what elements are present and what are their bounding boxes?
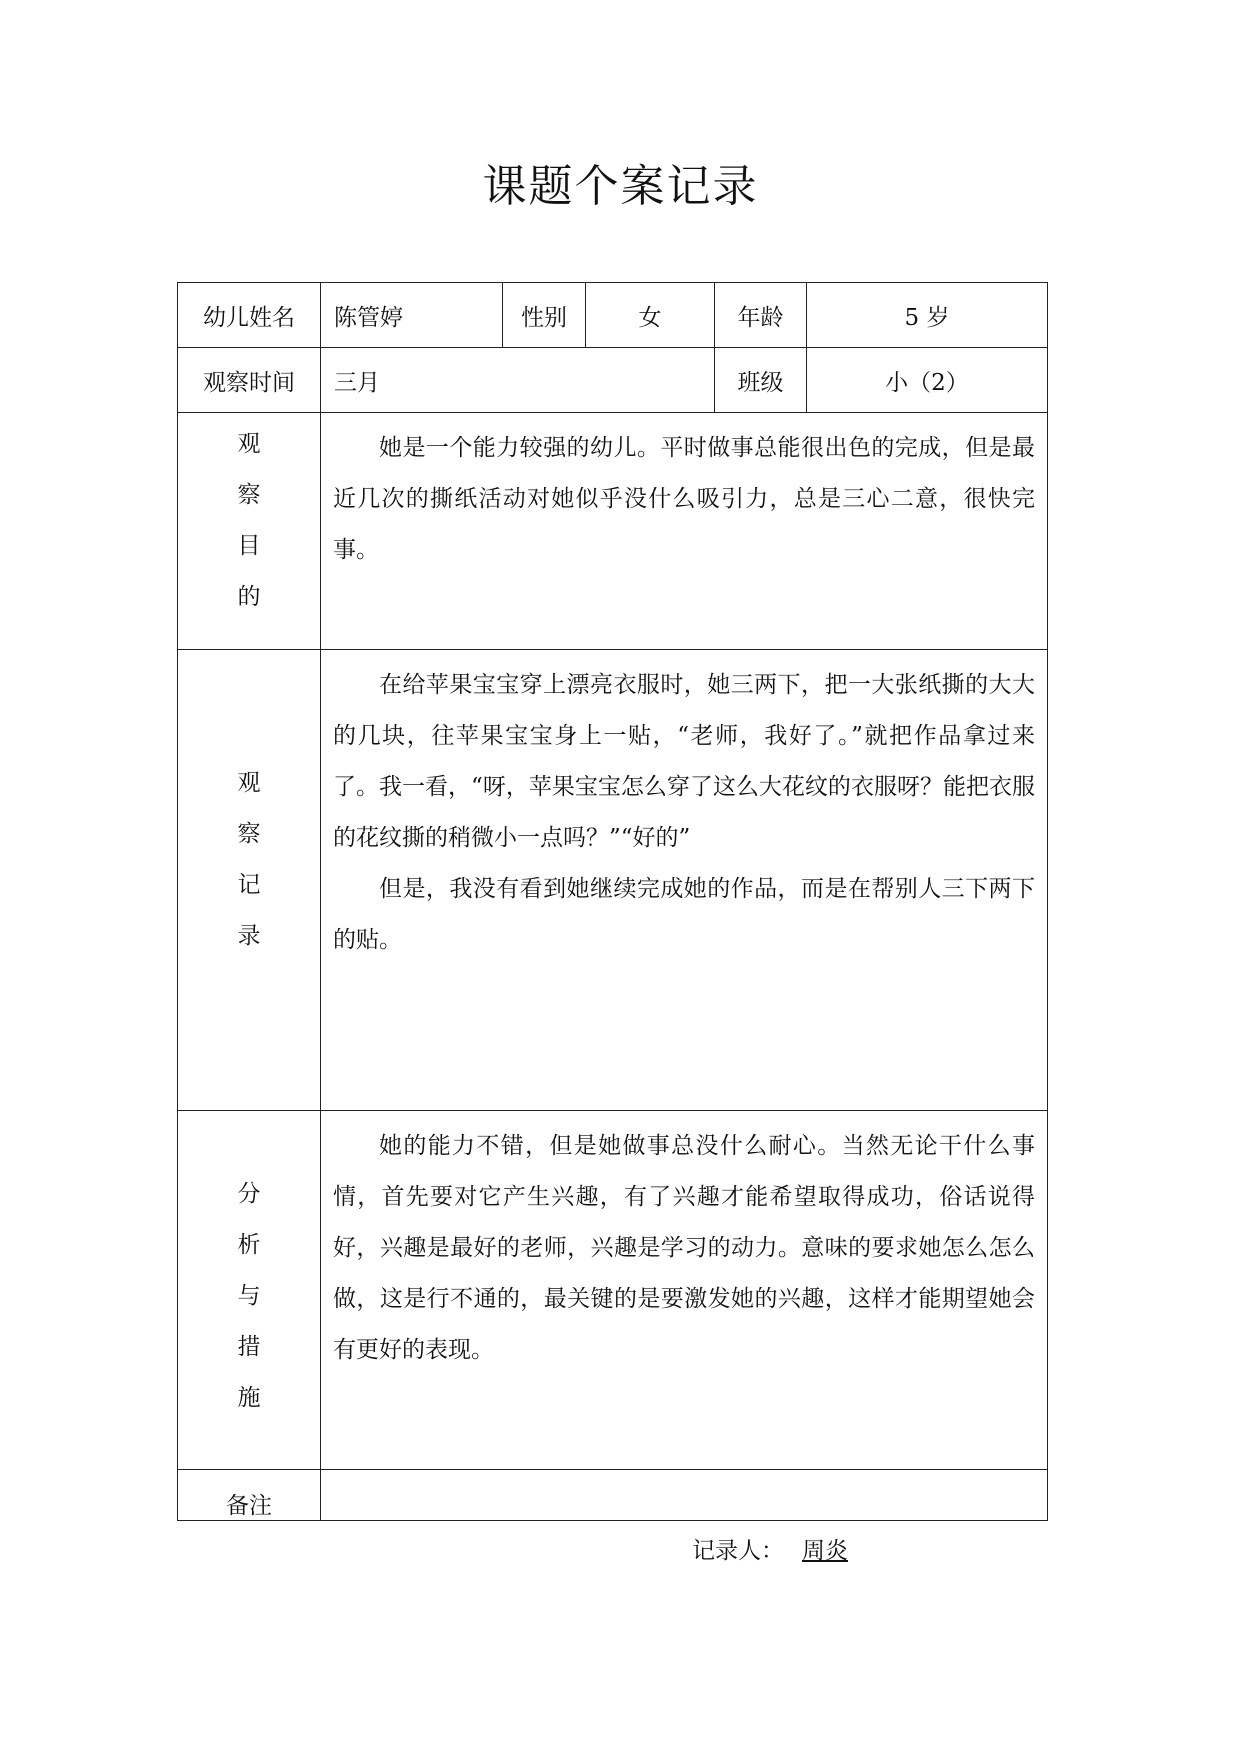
remarks-row [178, 1470, 1048, 1521]
analysis-label-char: 施 [237, 1385, 261, 1411]
time-label: 观察时间 [178, 348, 321, 413]
recorder-label: 记录人： [692, 1538, 784, 1564]
analysis-label-char: 与 [237, 1283, 261, 1309]
record-paragraph: 但是，我没有看到她继续完成她的作品，而是在帮别人三下两下的贴。 [333, 876, 1035, 953]
analysis-paragraph: 她的能力不错，但是她做事总没什么耐心。当然无论干什么事情，首先要对它产生兴趣，有了兴趣才能希望取得成功，俗话说得好，兴趣是最好的老师，兴趣是学习的动力。意味的要求她怎么怎么做，这是行不通的，最关键的是要激发她的兴趣，这样才能期望她会有更好的表现。 [333, 1133, 1035, 1363]
name-value: 陈管婷 [321, 283, 503, 348]
analysis-label-char: 分 [237, 1181, 261, 1207]
time-value: 三月 [321, 348, 715, 413]
age-label: 年龄 [715, 283, 807, 348]
info-row-1 [178, 283, 1048, 348]
analysis-label-char: 析 [237, 1232, 261, 1258]
analysis-label [178, 1111, 321, 1470]
class-value: 小（2） [807, 348, 1048, 413]
purpose-label [178, 413, 321, 650]
case-record-table [177, 282, 1048, 1521]
analysis-content [321, 1111, 1048, 1470]
recorder-line [692, 1532, 848, 1565]
info-row-2 [178, 348, 1048, 413]
purpose-paragraph: 她是一个能力较强的幼儿。平时做事总能很出色的完成，但是最近几次的撕纸活动对她似乎没什么吸引力，总是三心二意，很快完事。 [333, 435, 1035, 563]
analysis-row [178, 1111, 1048, 1470]
gender-value: 女 [586, 283, 715, 348]
remarks-value [321, 1470, 1048, 1521]
page-title: 课题个案记录 [482, 161, 759, 212]
purpose-label-char: 观 [237, 431, 261, 457]
record-row [178, 650, 1048, 1111]
record-label-char: 录 [237, 923, 261, 949]
record-label [178, 650, 321, 1111]
purpose-label-char: 的 [237, 584, 261, 610]
record-content [321, 650, 1048, 1111]
record-paragraph: 在给苹果宝宝穿上漂亮衣服时，她三两下，把一大张纸撕的大大的几块，往苹果宝宝身上一贴，“老师，我好了。”就把作品拿过来了。我一看，“呀，苹果宝宝怎么穿了这么大花纹的衣服呀？能把衣服的花纹撕的稍微小一点吗？”“好的” [333, 672, 1035, 851]
age-value: 5 岁 [807, 283, 1048, 348]
class-label: 班级 [715, 348, 807, 413]
record-label-char: 记 [237, 872, 261, 898]
analysis-label-char: 措 [237, 1334, 261, 1360]
purpose-label-char: 目 [237, 533, 261, 559]
recorder-name: 周炎 [802, 1538, 848, 1564]
record-label-char: 察 [237, 821, 261, 847]
gender-label: 性别 [503, 283, 586, 348]
record-label-char: 观 [237, 770, 261, 796]
purpose-label-char: 察 [237, 482, 261, 508]
remarks-label: 备注 [178, 1470, 321, 1521]
name-label: 幼儿姓名 [178, 283, 321, 348]
purpose-content [321, 413, 1048, 650]
purpose-row [178, 413, 1048, 650]
